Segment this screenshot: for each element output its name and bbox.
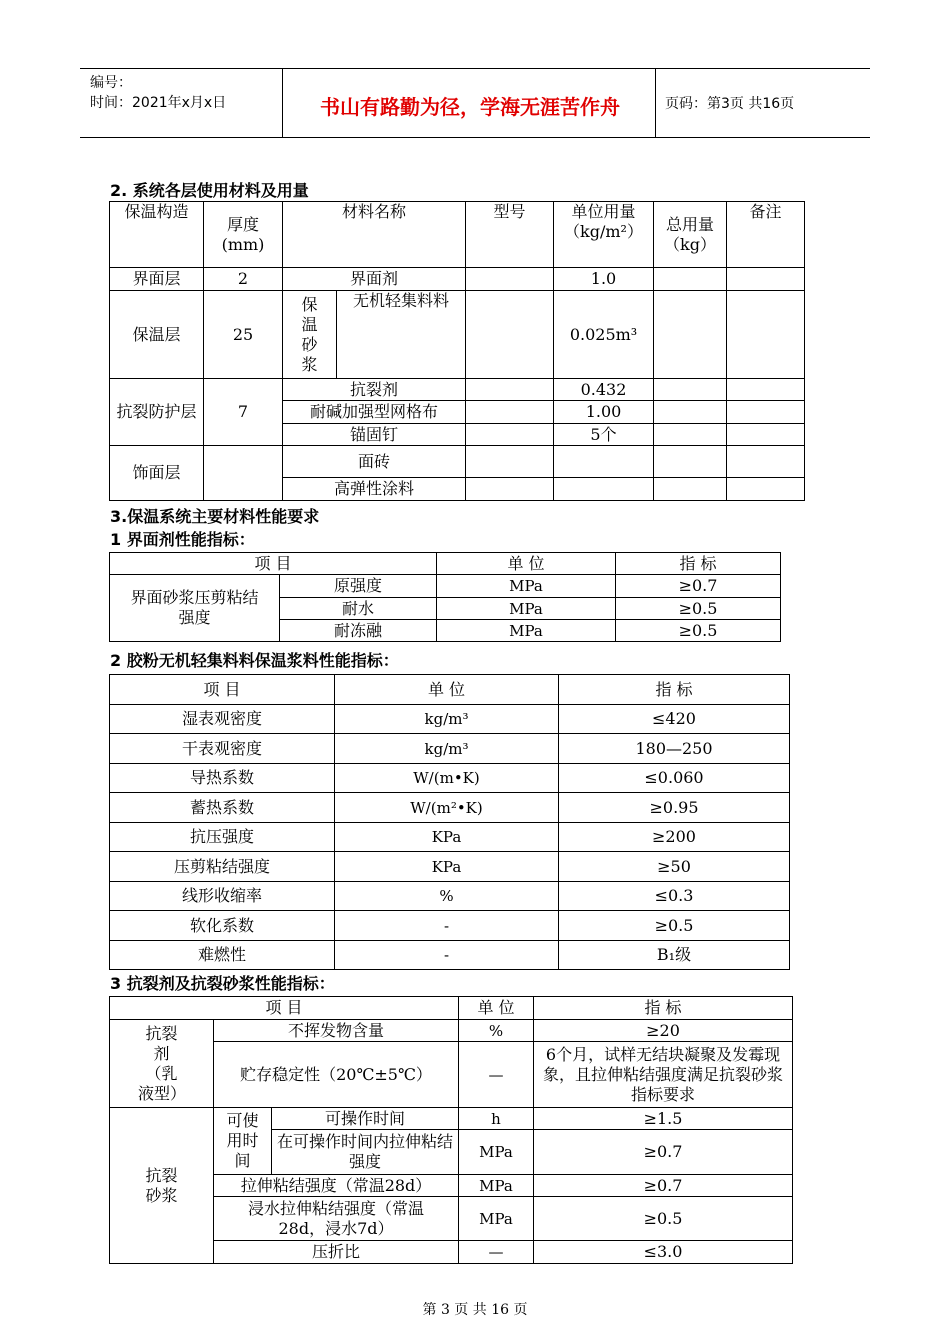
item-unit: MPa [459, 1197, 534, 1241]
item-name: 难燃性 [110, 941, 335, 970]
empty-cell [727, 424, 805, 446]
empty-cell [554, 478, 654, 501]
empty-cell [466, 268, 554, 291]
empty-cell [466, 401, 554, 424]
item-unit: % [459, 1020, 534, 1042]
section3-title: 3.保温系统主要材料性能要求 [110, 507, 320, 526]
col-header: 备注 [727, 202, 805, 268]
empty-cell [654, 379, 727, 401]
page-header [80, 68, 870, 138]
layer-name: 饰面层 [110, 446, 204, 501]
item-unit: MPa [437, 598, 616, 620]
material-name: 高弹性涂料 [283, 478, 466, 501]
header-page-label: 页码：第3页 共16页 [665, 96, 795, 112]
unit-usage: 1.00 [554, 401, 654, 424]
item-unit: kg/m³ [335, 705, 559, 734]
item-value: ≥20 [534, 1020, 793, 1042]
material-name: 耐碱加强型网格布 [283, 401, 466, 424]
empty-cell [727, 291, 805, 379]
empty-cell [204, 446, 283, 501]
layer-name: 保温层 [110, 291, 204, 379]
item-name: 耐冻融 [280, 620, 437, 642]
item-name: 软化系数 [110, 911, 335, 941]
col-header: 指 标 [534, 997, 793, 1020]
item-unit: MPa [437, 620, 616, 642]
table1-title: 1 界面剂性能指标： [110, 530, 255, 549]
item-unit: KPa [335, 852, 559, 882]
layer-name: 抗裂防护层 [110, 379, 204, 446]
anti-crack-table [109, 996, 793, 1264]
item-unit: W/(m²•K) [335, 793, 559, 823]
sub-group-label: 可使用时间 [214, 1108, 272, 1175]
item-value: 180—250 [559, 734, 790, 764]
table3-title: 3 抗裂剂及抗裂砂浆性能指标： [110, 974, 335, 993]
item-value: ≥200 [559, 823, 790, 852]
empty-cell [654, 478, 727, 501]
section2-title: 2. 系统各层使用材料及用量 [110, 181, 309, 200]
unit-usage: 5个 [554, 424, 654, 446]
item-name: 浸水拉伸粘结强度（常温28d，浸水7d） [214, 1197, 459, 1241]
item-value: ≥0.7 [534, 1175, 793, 1197]
item-value: ≤0.3 [559, 882, 790, 911]
materials-table [109, 201, 805, 501]
item-value: ≥0.5 [559, 911, 790, 941]
item-unit: - [335, 911, 559, 941]
item-value: ≥0.95 [559, 793, 790, 823]
material-name: 抗裂剂 [283, 379, 466, 401]
item-value: ≥0.5 [616, 598, 781, 620]
empty-cell [466, 424, 554, 446]
item-unit: - [335, 941, 559, 970]
col-header: 单位用量（kg/m²） [554, 202, 654, 268]
table2-title: 2 胶粉无机轻集料料保温浆料性能指标： [110, 651, 399, 670]
empty-cell [727, 379, 805, 401]
header-meta [90, 73, 226, 113]
empty-cell [466, 291, 554, 379]
item-unit: h [459, 1108, 534, 1130]
item-unit: MPa [437, 575, 616, 598]
item-name: 贮存稳定性（20℃±5℃） [214, 1042, 459, 1108]
item-unit: KPa [335, 823, 559, 852]
item-unit: W/(m•K) [335, 764, 559, 793]
item-name: 导热系数 [110, 764, 335, 793]
item-unit: MPa [459, 1130, 534, 1175]
empty-cell [727, 401, 805, 424]
item-name: 耐水 [280, 598, 437, 620]
item-value: ≥0.7 [534, 1130, 793, 1175]
header-motto: 书山有路勤为径，学海无涯苦作舟 [320, 95, 620, 119]
item-name: 蓄热系数 [110, 793, 335, 823]
item-value: ≥1.5 [534, 1108, 793, 1130]
item-value: ≤3.0 [534, 1241, 793, 1264]
item-name: 干表观密度 [110, 734, 335, 764]
empty-cell [727, 478, 805, 501]
group-label: 抗裂剂（乳液型） [110, 1020, 214, 1108]
sub-material: 保温砂浆 [283, 291, 337, 379]
empty-cell [554, 446, 654, 478]
item-unit: % [335, 882, 559, 911]
material-name: 锚固钉 [283, 424, 466, 446]
empty-cell [654, 446, 727, 478]
col-header: 材料名称 [283, 202, 466, 268]
item-name: 湿表观密度 [110, 705, 335, 734]
item-value: B₁级 [559, 941, 790, 970]
unit-usage: 0.432 [554, 379, 654, 401]
document-number-label: 编号： [90, 75, 132, 91]
unit-usage: 0.025m³ [554, 291, 654, 379]
empty-cell [727, 268, 805, 291]
empty-cell [654, 424, 727, 446]
item-unit: kg/m³ [335, 734, 559, 764]
item-name: 不挥发物含量 [214, 1020, 459, 1042]
item-unit: MPa [459, 1175, 534, 1197]
item-name: 压剪粘结强度 [110, 852, 335, 882]
empty-cell [727, 446, 805, 478]
group-label: 界面砂浆压剪粘结强度 [110, 575, 280, 642]
layer-name: 界面层 [110, 268, 204, 291]
item-value: ≥0.7 [616, 575, 781, 598]
item-unit: — [459, 1042, 534, 1108]
material-name: 面砖 [283, 446, 466, 478]
material-name: 无机轻集料料 [337, 291, 466, 379]
header-divider [282, 69, 283, 137]
interface-agent-table [109, 552, 781, 642]
item-unit: — [459, 1241, 534, 1264]
material-name: 界面剂 [283, 268, 466, 291]
col-header: 指 标 [616, 553, 781, 575]
unit-usage: 1.0 [554, 268, 654, 291]
empty-cell [466, 478, 554, 501]
insulation-mortar-table [109, 674, 790, 970]
group-label: 抗裂砂浆 [110, 1108, 214, 1264]
item-name: 拉伸粘结强度（常温28d） [214, 1175, 459, 1197]
item-value: ≤0.060 [559, 764, 790, 793]
empty-cell [466, 379, 554, 401]
layer-thickness: 7 [204, 379, 283, 446]
item-name: 原强度 [280, 575, 437, 598]
document-time-label: 时间：2021年x月x日 [90, 95, 227, 111]
item-value: ≥0.5 [534, 1197, 793, 1241]
item-value: ≥0.5 [616, 620, 781, 642]
col-header: 指 标 [559, 675, 790, 705]
col-header: 保温构造 [110, 202, 204, 268]
col-header: 项 目 [110, 675, 335, 705]
col-header: 项 目 [110, 553, 437, 575]
layer-thickness: 2 [204, 268, 283, 291]
empty-cell [654, 268, 727, 291]
item-value: 6个月，试样无结块凝聚及发霉现象，且拉伸粘结强度满足抗裂砂浆指标要求 [534, 1042, 793, 1108]
empty-cell [466, 446, 554, 478]
col-header: 项 目 [110, 997, 459, 1020]
col-header: 单 位 [335, 675, 559, 705]
col-header: 单 位 [459, 997, 534, 1020]
col-header: 型号 [466, 202, 554, 268]
item-name: 抗压强度 [110, 823, 335, 852]
item-value: ≥50 [559, 852, 790, 882]
layer-thickness: 25 [204, 291, 283, 379]
col-header: 总用量（kg） [654, 202, 727, 268]
item-name: 线形收缩率 [110, 882, 335, 911]
header-divider [655, 69, 656, 137]
item-name: 在可操作时间内拉伸粘结强度 [272, 1130, 459, 1175]
page-footer: 第 3 页 共 16 页 [422, 1302, 528, 1318]
item-value: ≤420 [559, 705, 790, 734]
col-header: 厚度(mm) [204, 202, 283, 268]
empty-cell [654, 291, 727, 379]
item-name: 压折比 [214, 1241, 459, 1264]
item-name: 可操作时间 [272, 1108, 459, 1130]
empty-cell [654, 401, 727, 424]
col-header: 单 位 [437, 553, 616, 575]
